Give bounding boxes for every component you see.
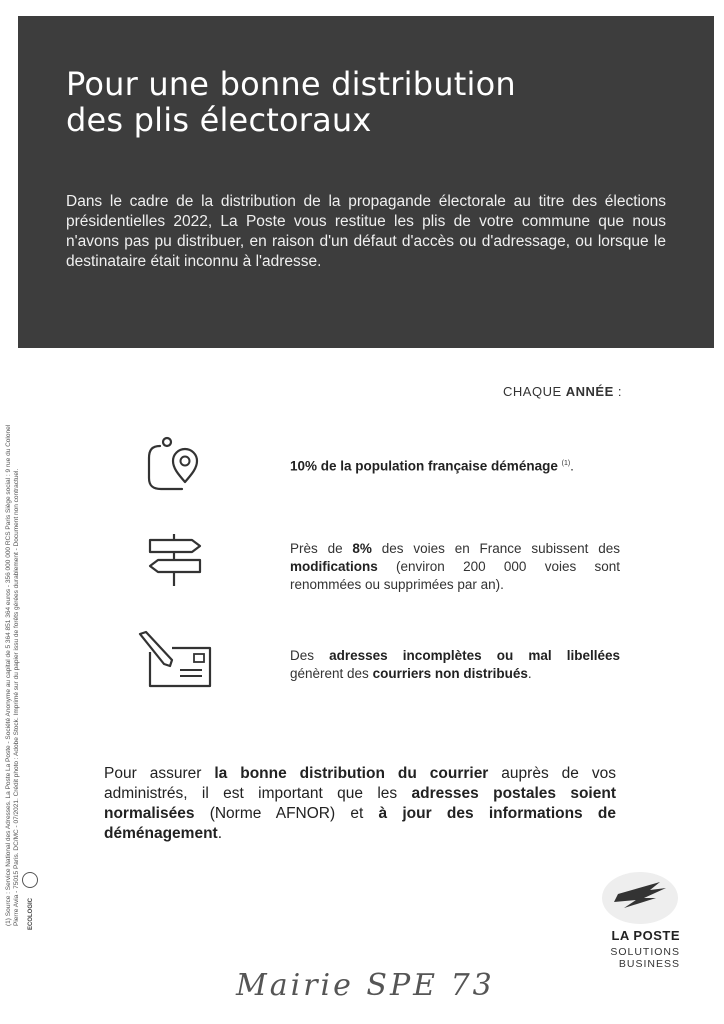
conclusion-text-2: auprès de vos administrés, il est important que les	[104, 765, 616, 802]
stat-addresses-text-1: Des	[290, 648, 330, 663]
location-pin-icon	[142, 432, 208, 492]
conclusion-bold-1: la bonne distribution du courrier	[214, 765, 489, 782]
conclusion-bold-2: adresses postales soient normalisées	[104, 785, 616, 822]
stat-addresses-text-2: génèrent des	[290, 666, 373, 681]
heading-bold: ANNÉE	[565, 384, 614, 399]
stat-addresses	[290, 647, 620, 683]
conclusion-bold-3: à jour des informations de déménagement	[104, 805, 616, 842]
stat-streets-text-1: Près de	[290, 541, 353, 556]
conclusion-text-1: Pour assurer	[104, 765, 215, 782]
conclusion-paragraph	[104, 764, 616, 844]
conclusion-text-3: (Norme AFNOR) et	[194, 805, 379, 822]
stat-moving-end: .	[570, 458, 574, 474]
heading-suffix: :	[613, 384, 622, 399]
logo-subtitle	[590, 946, 680, 970]
ecolabel-text: ECOLOGIC	[28, 897, 34, 930]
legal-footnote	[5, 398, 22, 938]
ecolabel-logo	[18, 870, 42, 934]
la-poste-bird-icon	[600, 870, 680, 926]
stat-streets	[290, 540, 620, 594]
stat-streets-bold-1: 8%	[352, 541, 372, 556]
envelope-pen-icon	[136, 630, 216, 690]
signpost-icon	[142, 532, 208, 588]
section-heading	[503, 384, 622, 399]
footnote-ref: (1)	[561, 460, 571, 467]
stat-streets-text-2: des voies en France subissent des	[371, 541, 620, 556]
la-poste-logo	[590, 866, 680, 976]
heading-prefix: CHAQUE	[503, 384, 566, 399]
stat-moving-bold: 10% de la population française déménage	[290, 458, 558, 474]
stat-moving	[290, 455, 620, 476]
stat-addresses-bold-1: adresses incomplètes ou mal libellées	[329, 648, 620, 663]
header-banner	[18, 16, 714, 348]
legal-footnote-text: (1) Source : Service National des Adresses. La Poste La Poste - Société Anonyme au capital de 5 364 851 364 euros - 356 000 000 RCS Paris Siège social : 9 rue du Colonel Pierre Avia - 75015 Paris. DC/MC - 07/2021. Crédit photo : Adobe Stock. Imprimé sur du papier issu de forêts gérées durablement - Document non contractuel.	[5, 424, 20, 926]
stat-streets-text-3: (environ 200 000 voies sont renommées ou supprimées par an).	[290, 559, 620, 592]
stat-streets-bold-2: modifications	[290, 559, 378, 574]
intro-paragraph: Dans le cadre de la distribution de la propagande électorale au titre des élections présidentielles 2022, La Poste vous restitue les plis de votre commune que nous n'avons pas pu distribuer, en raison d'un défaut d'accès ou d'adressage, ou lorsque le destinataire était inconnu à l'adresse.	[66, 193, 666, 270]
logo-subtitle-line-1: SOLUTIONS	[610, 946, 680, 958]
conclusion-text-4: .	[217, 825, 223, 842]
title-line-2: des plis électoraux	[66, 101, 372, 139]
logo-subtitle-line-2: BUSINESS	[618, 958, 680, 970]
stat-addresses-bold-2: courriers non distribués	[372, 666, 528, 681]
logo-name: LA POSTE	[611, 928, 680, 943]
stat-addresses-text-3: .	[527, 666, 532, 681]
page-title	[66, 66, 516, 138]
title-line-1: Pour une bonne distribution	[66, 65, 516, 103]
handwritten-note: Mairie SPE 73	[236, 968, 495, 1003]
